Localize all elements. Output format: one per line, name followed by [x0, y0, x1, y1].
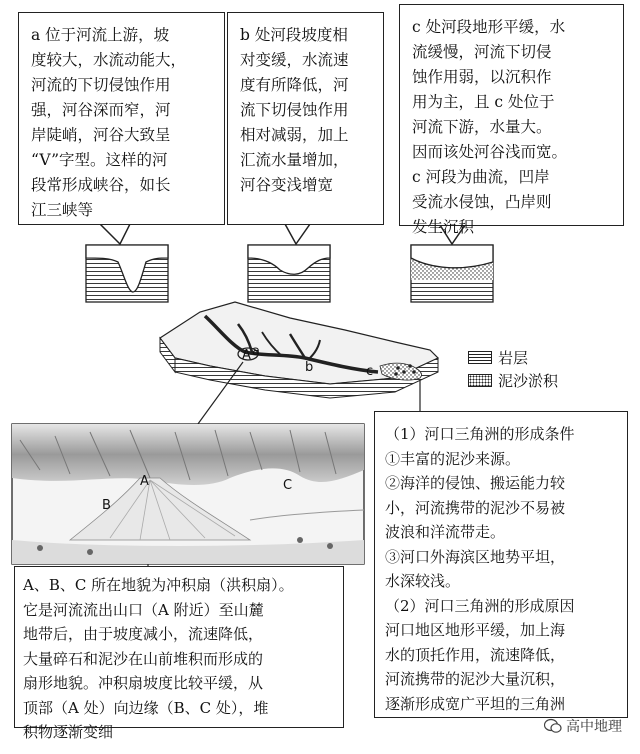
- text-line: 强，河谷深而窄，河: [31, 101, 171, 119]
- text-line: 因而该处河谷浅而宽。: [412, 143, 568, 161]
- sediment-swatch: [468, 374, 492, 387]
- rock-swatch: [468, 351, 492, 364]
- box-b-pointer: [285, 224, 310, 244]
- text-line: 江三峡等: [31, 201, 94, 219]
- text-line: 度较大，水流动能大，: [31, 51, 187, 69]
- text-line: 对变缓，水流速: [240, 51, 349, 69]
- text-line: （2）河口三角洲的形成原因: [385, 596, 575, 615]
- text-line: c 处河段地形平缓，水: [412, 18, 566, 36]
- text-line: 河口地区地形平缓，加上海: [385, 621, 566, 639]
- photo-label-C: C: [283, 478, 293, 493]
- text-line: 河流的下切侵蚀作用: [31, 76, 171, 94]
- text-line: 逐渐形成宽广平坦的三角洲: [385, 694, 566, 713]
- watermark-text: 高中地理: [566, 719, 622, 735]
- label-a: a: [252, 344, 260, 359]
- label-A-upper: A: [242, 348, 251, 363]
- text-line: “V”字型。这样的河: [31, 151, 168, 169]
- text-line: 扇形地貌。冲积扇坡度比较平缓，从: [23, 674, 264, 692]
- legend-sediment-label: 泥沙淤积: [498, 372, 559, 390]
- river-block-diagram: [160, 302, 438, 398]
- text-line: 段常形成峡谷，如长: [31, 176, 171, 194]
- text-line: 用为主，且 c 处位于: [412, 93, 555, 111]
- cross-section-c: [411, 245, 493, 302]
- text-line: 岸陡峭，河谷大致呈: [31, 126, 171, 144]
- text-line: 度有所降低，河: [240, 76, 349, 94]
- wechat-icon: [544, 718, 562, 734]
- text-line: 波浪和洋流带走。: [385, 523, 506, 541]
- text-line: ①丰富的泥沙来源。: [385, 449, 521, 468]
- box-river-delta: [374, 411, 628, 718]
- box-upper-reach: [18, 12, 225, 225]
- text-line: b 处河段坡度相: [240, 26, 348, 44]
- text-line: 河流携带的泥沙大量沉积，: [385, 670, 566, 688]
- text-line: 大量碎石和泥沙在山前堆积而形成的: [23, 649, 264, 668]
- legend-rock: [468, 347, 528, 368]
- text-line: 发生沉积: [412, 218, 475, 236]
- box-lower-reach: [399, 4, 624, 236]
- text-line: 水深较浅。: [385, 572, 461, 590]
- text-line: 流缓慢，河流下切侵: [412, 43, 552, 61]
- text-line: 顶部（A 处）向边缘（B、C 处），堆: [23, 698, 269, 717]
- label-c: c: [366, 364, 374, 379]
- text-line: ③河口外海滨区地势平坦，: [385, 547, 566, 566]
- text-line: A、B、C 所在地貌为冲积扇（洪积扇）。: [23, 576, 294, 594]
- text-line: ②海洋的侵蚀、搬运能力较: [385, 474, 566, 492]
- text-line: 相对减弱，加上: [240, 126, 349, 144]
- text-line: 小，河流携带的泥沙不易被: [385, 498, 566, 517]
- text-line: 积物逐渐变细: [23, 723, 114, 741]
- box-a-pointer: [100, 224, 130, 244]
- cross-section-b: [248, 245, 330, 302]
- text-line: c 河段为曲流，凹岸: [412, 168, 550, 186]
- photo-label-A: A: [140, 474, 149, 489]
- text-line: 水的顶托作用，流速降低，: [385, 645, 566, 664]
- text-line: a 位于河流上游，坡: [31, 26, 170, 44]
- text-line: 汇流水量增加，: [240, 151, 349, 169]
- legend-sediment: [468, 370, 558, 391]
- text-line: 河谷变浅增宽: [240, 176, 334, 194]
- text-line: 受流水侵蚀，凸岸则: [412, 193, 552, 211]
- box-middle-reach: [227, 12, 384, 225]
- watermark: [544, 716, 622, 736]
- text-line: 蚀作用弱，以沉积作: [412, 68, 552, 86]
- cross-section-a: [86, 245, 168, 302]
- label-b: b: [305, 360, 314, 375]
- alluvial-fan-illustration: [12, 424, 364, 564]
- text-line: 河流下游，水量大。: [412, 118, 552, 136]
- legend-rock-label: 岩层: [498, 349, 529, 367]
- box-alluvial-fan: [14, 566, 344, 741]
- text-line: 地带后，由于坡度减小，流速降低，: [23, 625, 264, 643]
- text-line: 流下切侵蚀作用: [240, 101, 349, 119]
- photo-label-B: B: [102, 498, 111, 513]
- text-line: 它是河流流出山口（A 附近）至山麓: [23, 600, 264, 619]
- text-line: （1）河口三角洲的形成条件: [385, 425, 575, 443]
